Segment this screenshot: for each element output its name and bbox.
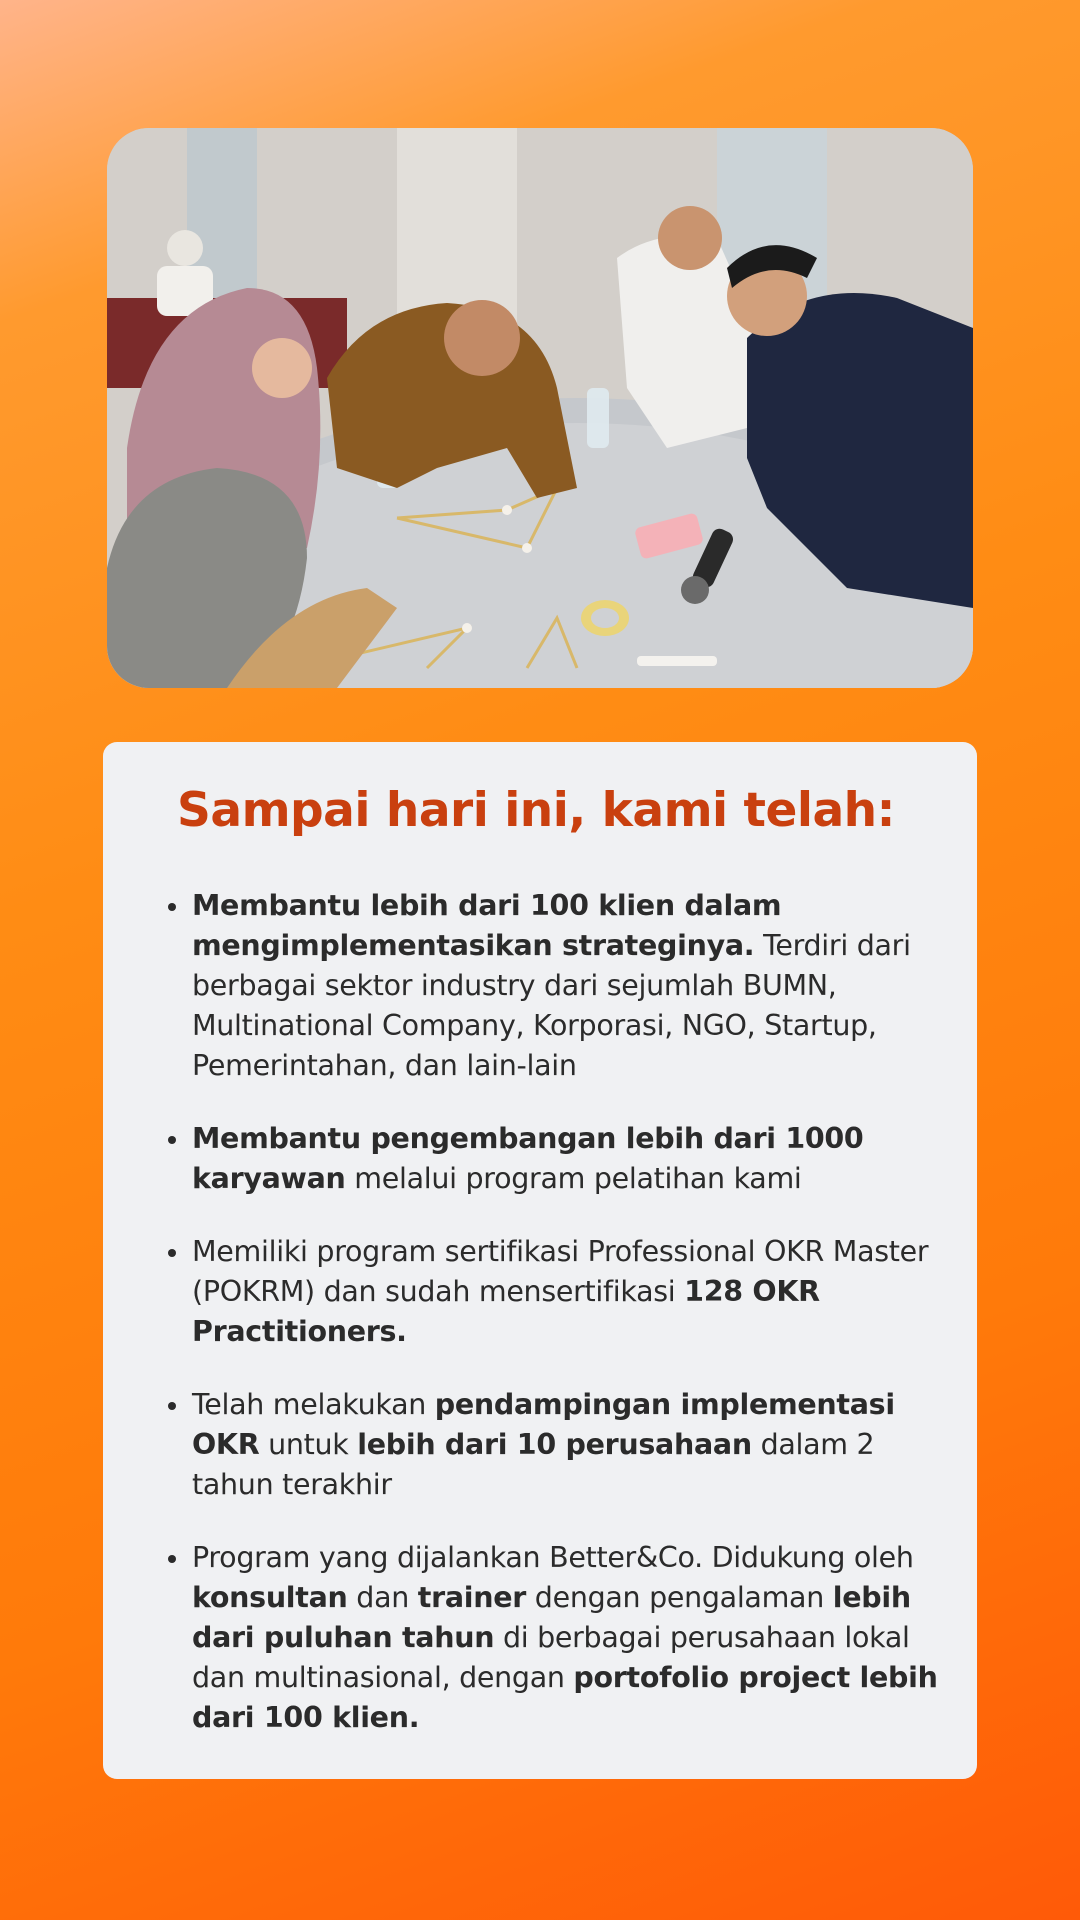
list-item: Membantu lebih dari 100 klien dalam mengimplementasikan strateginya. Terdiri dari berbagai sektor industry dari sejumlah BUMN, Multinational Company, Korporasi, NGO, Startup, Pemerintahan, dan lain-lain (192, 886, 943, 1086)
workshop-photo-illustration (107, 128, 973, 688)
list-item: Program yang dijalankan Better&Co. Didukung oleh konsultan dan trainer dengan pengalaman lebih dari puluhan tahun di berbagai perusahaan lokal dan multinasional, dengan portofolio project lebih dari 100 klien. (192, 1538, 943, 1738)
achievements-card (103, 742, 977, 1779)
workshop-photo (107, 128, 973, 688)
achievements-list (173, 886, 943, 1738)
list-item: Membantu pengembangan lebih dari 1000 karyawan melalui program pelatihan kami (192, 1119, 943, 1199)
card-heading: Sampai hari ini, kami telah: (177, 783, 895, 838)
list-item: Memiliki program sertifikasi Professional OKR Master (POKRM) dan sudah mensertifikasi 128 OKR Practitioners. (192, 1232, 943, 1352)
list-item: Telah melakukan pendampingan implementasi OKR untuk lebih dari 10 perusahaan dalam 2 tahun terakhir (192, 1385, 943, 1505)
